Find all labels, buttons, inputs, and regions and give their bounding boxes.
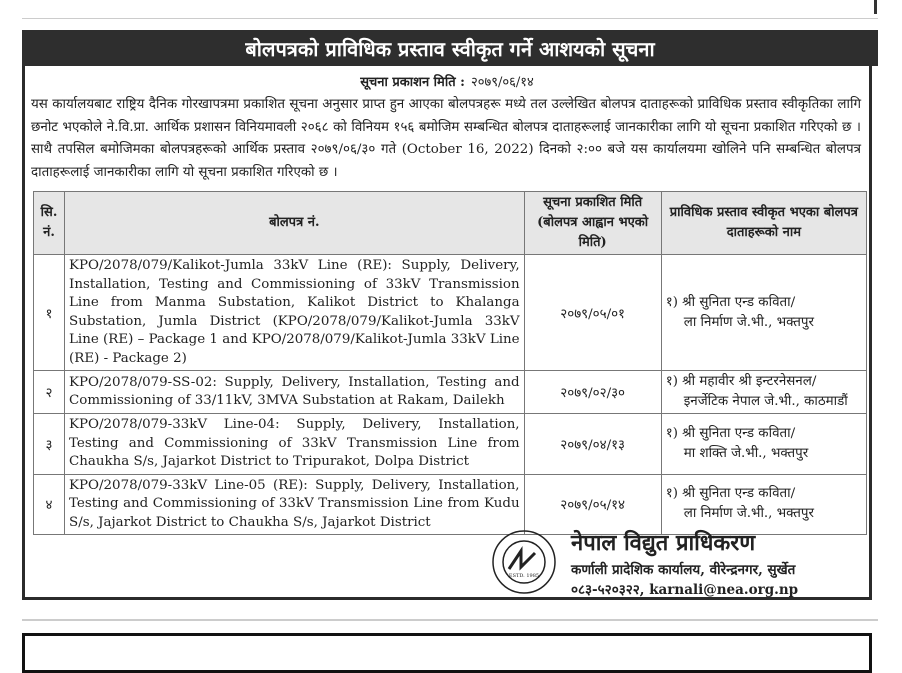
bidder-cell [661,414,866,475]
serial-cell: ३ [34,414,65,475]
table-row [34,255,867,371]
serial-cell: १ [34,255,65,371]
bidder-line: इनर्जेटिक नेपाल जे.भी., काठमाडौं [683,394,848,409]
bidder-line: मा शक्ति जे.भी., भक्तपुर [683,445,809,461]
date-cell: २०७९/०५/०१ [524,255,661,371]
divider [874,0,877,14]
bidder-cell [661,371,866,414]
table-header-row [34,192,867,255]
header-date: सूचना प्रकाशित मिति (बोलपत्र आह्वान भएको मिति) [524,192,661,255]
divider [22,619,878,621]
table-row [34,414,867,475]
notice [22,30,872,600]
bid-cell: KPO/2078/079-33kV Line-04: Supply, Delivery, Installation, Testing and Commissioning of 33kV Transmission Line from Chaukha S/s, Jajarkot District to Tripurakot, Dolpa District [65,414,525,475]
bidder-line: १) श्री महावीर श्री इन्टरनेसनल/ [665,374,817,389]
notice-body: यस कार्यालयबाट राष्ट्रिय दैनिक गोरखापत्रमा प्रकाशित सूचना अनुसार प्राप्त हुन आएका बोलपत्रहरू मध्ये तल उल्लेखित बोलपत्र दाताहरूको प्राविधिक प्रस्ताव स्वीकृतिका लागि छनोट भएकोले ने.वि.प्रा. आर्थिक प्रशासन विनियमावली २०६८ को विनियम १५६ बमोजिम सम्बन्धित बोलपत्र दाताहरूलाई जानकारीका लागि यो सूचना प्रकाशित गरिएको छ । साथै तपसिल बमोजिमका बोलपत्रहरूको आर्थिक प्रस्ताव २०७९/०६/३० गते (October 16, 2022) दिनको २:०० बजे यस कार्यालयमा खोलिने पनि सम्बन्धित बोलपत्र दाताहरूलाई जानकारीका लागि यो सूचना प्रकाशित गरिएको छ । [31,97,861,180]
publication-date-value: २०७९/०६/१४ [470,75,534,90]
bid-cell: KPO/2078/079-SS-02: Supply, Delivery, Installation, Testing and Commissioning of 33/11kV, 3MVA Substation at Rakam, Dailekh [65,371,525,414]
header-bid-no: बोलपत्र नं. [65,192,525,255]
office-address: कर्णाली प्रादेशिक कार्यालय, वीरेन्द्रनगर, सुर्खेत [571,562,796,578]
serial-cell: २ [34,371,65,414]
bids-table [33,191,867,535]
bidder-line: १) श्री सुनिता एन्ड कविता/ [665,294,796,310]
bidder-cell [661,255,866,371]
nea-logo [491,529,557,595]
publication-date [25,72,869,90]
next-notice [22,633,872,673]
phone: ०८३-५२०३२२, [571,582,645,598]
table-row [34,474,867,535]
bid-cell: KPO/2078/079-33kV Line-05 (RE): Supply, Delivery, Installation, Testing and Commissioning of 33kV Transmission Line from Kudu S/s, Jajarkot District to Chaukha S/s, Jajarkot District [65,474,525,535]
organization-name: नेपाल विद्युत प्राधिकरण [571,531,756,556]
bid-cell: KPO/2078/079/Kalikot-Jumla 33kV Line (RE): Supply, Delivery, Installation, Testing and Commissioning of 33kV Transmission Line from Manma Substation, Kalikot District to Khalanga Substation, Jumla District (KPO/2078/079/Kalikot-Jumla 33kV Line (RE) – Package 1 and KPO/2078/079/Kalikot-Jumla 33kV Line (RE) - Package 2) [65,255,525,371]
notice-title: बोलपत्रको प्राविधिक प्रस्ताव स्वीकृत गर्ने आशयको सूचना [22,30,878,66]
table-row [34,371,867,414]
header-serial: सि. नं. [34,192,65,255]
divider [22,18,878,19]
serial-cell: ४ [34,474,65,535]
bidder-line: ला निर्माण जे.भी., भक्तपुर [683,314,815,330]
svg-text:ESTD. 1985: ESTD. 1985 [508,573,540,579]
email-link[interactable]: karnali@nea.org.np [649,582,799,598]
bidder-line: १) श्री सुनिता एन्ड कविता/ [665,486,796,502]
publication-date-label: सूचना प्रकाशन मिति : [360,75,465,90]
date-cell: २०७९/०५/१४ [524,474,661,535]
bidder-line: ला निर्माण जे.भी., भक्तपुर [683,506,815,522]
bidder-cell [661,474,866,535]
date-cell: २०७९/०४/१३ [524,414,661,475]
date-cell: २०७९/०२/३० [524,371,661,414]
bidder-line: १) श्री सुनिता एन्ड कविता/ [665,425,796,441]
footer [491,527,871,597]
header-bidders: प्राविधिक प्रस्ताव स्वीकृत भएका बोलपत्र दाताहरूको नाम [661,192,866,255]
contact-info [571,580,798,598]
